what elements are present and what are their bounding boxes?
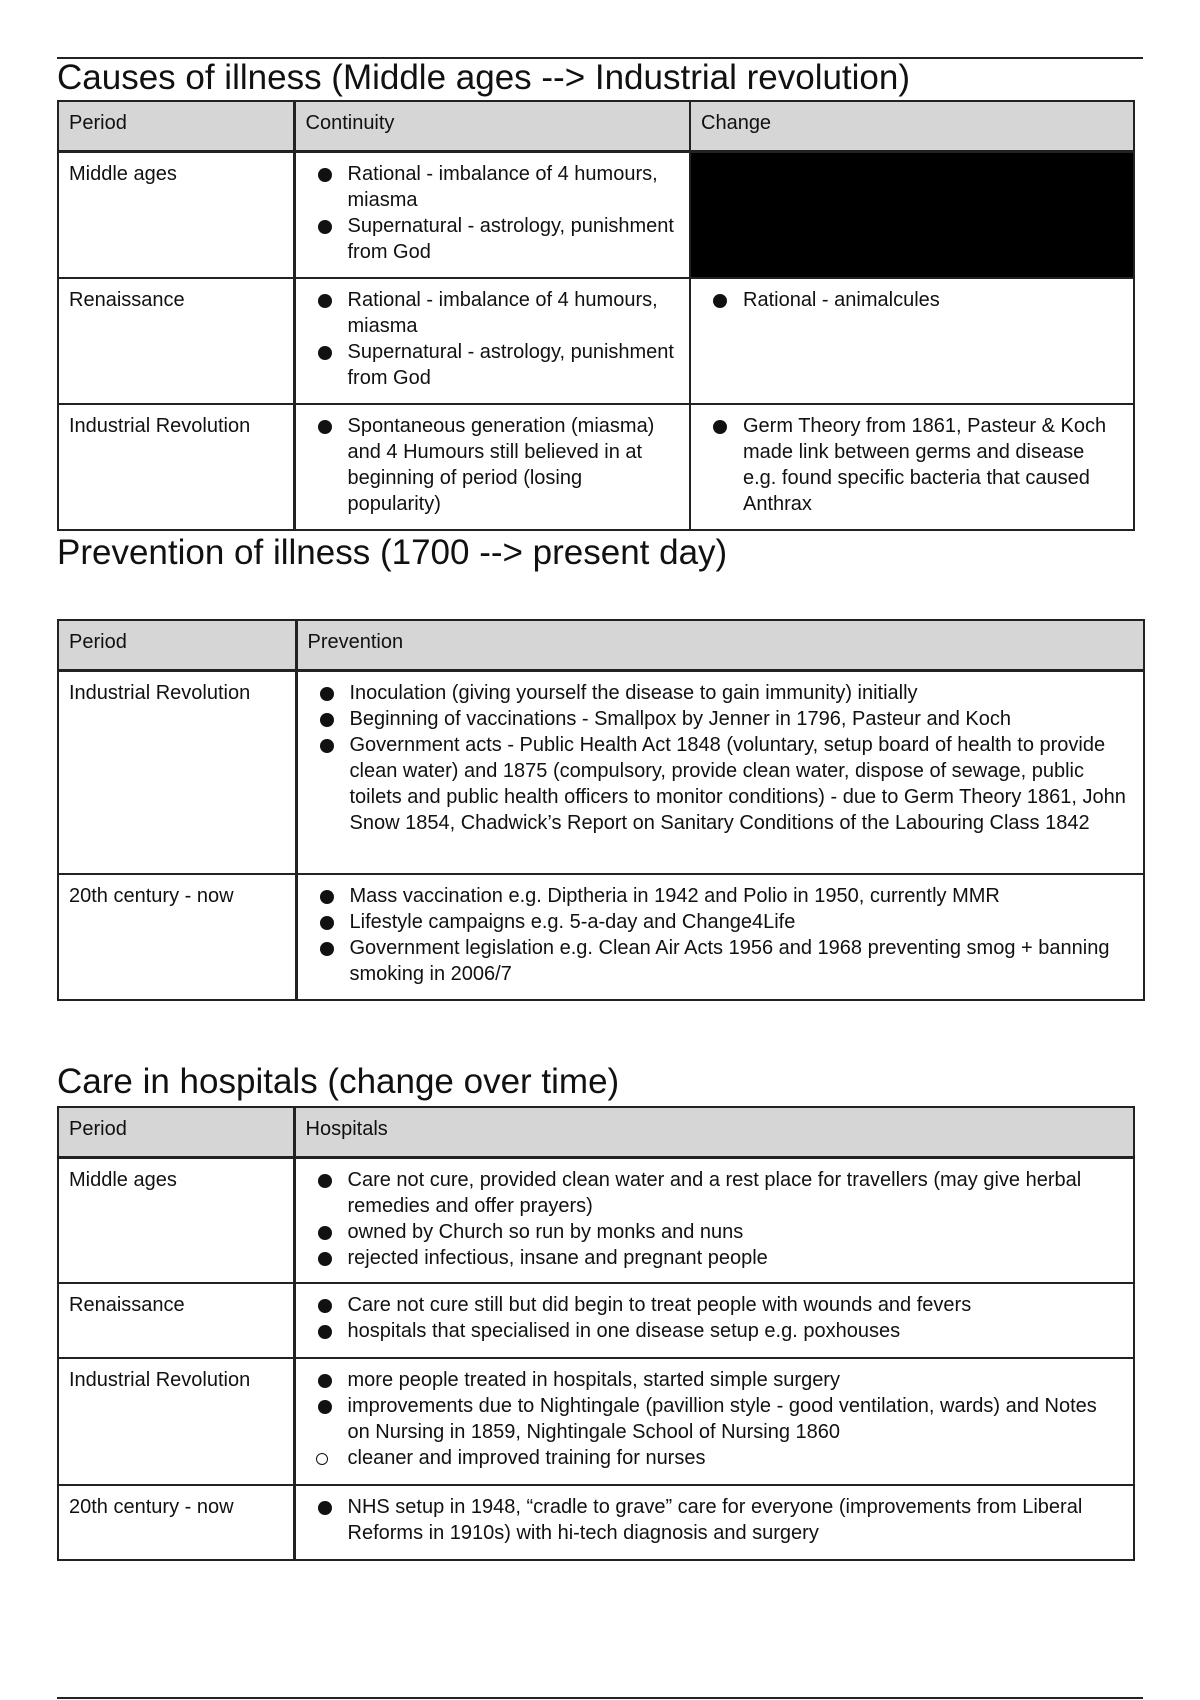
table-header-row (58, 1107, 1134, 1157)
list-item: Supernatural - astrology, punishment from God (306, 213, 680, 265)
bottom-rule (57, 1697, 1143, 1699)
hospitals-cell (294, 1485, 1134, 1560)
continuity-cell (294, 278, 690, 404)
table-header-row (58, 101, 1134, 151)
period-cell: Renaissance (58, 1283, 294, 1358)
list-item: Supernatural - astrology, punishment from God (306, 339, 680, 391)
list-item: improvements due to Nightingale (pavillion style - good ventilation, wards) and Notes on Nursing in 1859, Nightingale School of Nursing 1860 (306, 1393, 1124, 1445)
continuity-cell (294, 404, 690, 530)
list-item: Care not cure still but did begin to treat people with wounds and fevers (306, 1292, 1124, 1318)
sub-list-item: cleaner and improved training for nurses (306, 1445, 1124, 1471)
list-item: Rational - imbalance of 4 humours, miasma (306, 287, 680, 339)
causes-table (57, 100, 1135, 531)
table-row (58, 670, 1144, 874)
period-cell: 20th century - now (58, 1485, 294, 1560)
hospitals-cell (294, 1283, 1134, 1358)
hospitals-table (57, 1106, 1135, 1561)
list-item: more people treated in hospitals, started simple surgery (306, 1367, 1124, 1393)
period-cell: Middle ages (58, 1157, 294, 1283)
period-cell: Industrial Revolution (58, 1358, 294, 1485)
table-row (58, 1157, 1134, 1283)
list-item: owned by Church so run by monks and nuns (306, 1219, 1124, 1245)
table-row (58, 1358, 1134, 1485)
causes-section-title: Causes of illness (Middle ages --> Industrial revolution) (57, 58, 911, 97)
period-cell: Industrial Revolution (58, 670, 296, 874)
hospitals-cell (294, 1157, 1134, 1283)
column-header-continuity: Continuity (294, 101, 690, 151)
list-item: Beginning of vaccinations - Smallpox by Jenner in 1796, Pasteur and Koch (308, 706, 1134, 732)
list-item: Rational - animalcules (701, 287, 1123, 313)
hospitals-cell (294, 1358, 1134, 1485)
prevention-table (57, 619, 1145, 1001)
list-item: Germ Theory from 1861, Pasteur & Koch made link between germs and disease e.g. found specific bacteria that caused Anthrax (701, 413, 1123, 517)
column-header-period: Period (58, 620, 296, 670)
list-item: rejected infectious, insane and pregnant people (306, 1245, 1124, 1271)
prevention-cell (296, 670, 1144, 874)
column-header-period: Period (58, 1107, 294, 1157)
table-row (58, 151, 1134, 278)
column-header-change: Change (690, 101, 1134, 151)
list-item: Lifestyle campaigns e.g. 5-a-day and Change4Life (308, 909, 1134, 935)
period-cell: Industrial Revolution (58, 404, 294, 530)
hospitals-section-title: Care in hospitals (change over time) (57, 1062, 620, 1101)
table-header-row (58, 620, 1144, 670)
list-item: Spontaneous generation (miasma) and 4 Humours still believed in at beginning of period (losing popularity) (306, 413, 680, 517)
table-row (58, 1283, 1134, 1358)
column-header-period: Period (58, 101, 294, 151)
period-cell: Middle ages (58, 151, 294, 278)
prevention-section-title: Prevention of illness (1700 --> present day) (57, 533, 728, 572)
period-cell: Renaissance (58, 278, 294, 404)
list-item: Government acts - Public Health Act 1848 (voluntary, setup board of health to provide clean water) and 1875 (compulsory, provide clean water, dispose of sewage, public toilets and public health officers to monitor conditions) - due to Germ Theory 1861, John Snow 1854, Chadwick’s Report on Sanitary Conditions of the Labouring Class 1842 (308, 732, 1134, 836)
list-item: hospitals that specialised in one disease setup e.g. poxhouses (306, 1318, 1124, 1344)
redacted-change-cell (690, 151, 1134, 278)
table-row (58, 1485, 1134, 1560)
table-row (58, 404, 1134, 530)
column-header-hospitals: Hospitals (294, 1107, 1134, 1157)
table-row (58, 874, 1144, 1000)
prevention-cell (296, 874, 1144, 1000)
list-item: Government legislation e.g. Clean Air Acts 1956 and 1968 preventing smog + banning smoking in 2006/7 (308, 935, 1134, 987)
period-cell: 20th century - now (58, 874, 296, 1000)
change-cell (690, 278, 1134, 404)
list-item: NHS setup in 1948, “cradle to grave” care for everyone (improvements from Liberal Reforms in 1910s) with hi-tech diagnosis and surgery (306, 1494, 1124, 1546)
continuity-cell (294, 151, 690, 278)
list-item: Care not cure, provided clean water and a rest place for travellers (may give herbal remedies and offer prayers) (306, 1167, 1124, 1219)
change-cell (690, 404, 1134, 530)
column-header-prevention: Prevention (296, 620, 1144, 670)
list-item: Mass vaccination e.g. Diptheria in 1942 and Polio in 1950, currently MMR (308, 883, 1134, 909)
table-row (58, 278, 1134, 404)
list-item: Inoculation (giving yourself the disease to gain immunity) initially (308, 680, 1134, 706)
list-item: Rational - imbalance of 4 humours, miasma (306, 161, 680, 213)
